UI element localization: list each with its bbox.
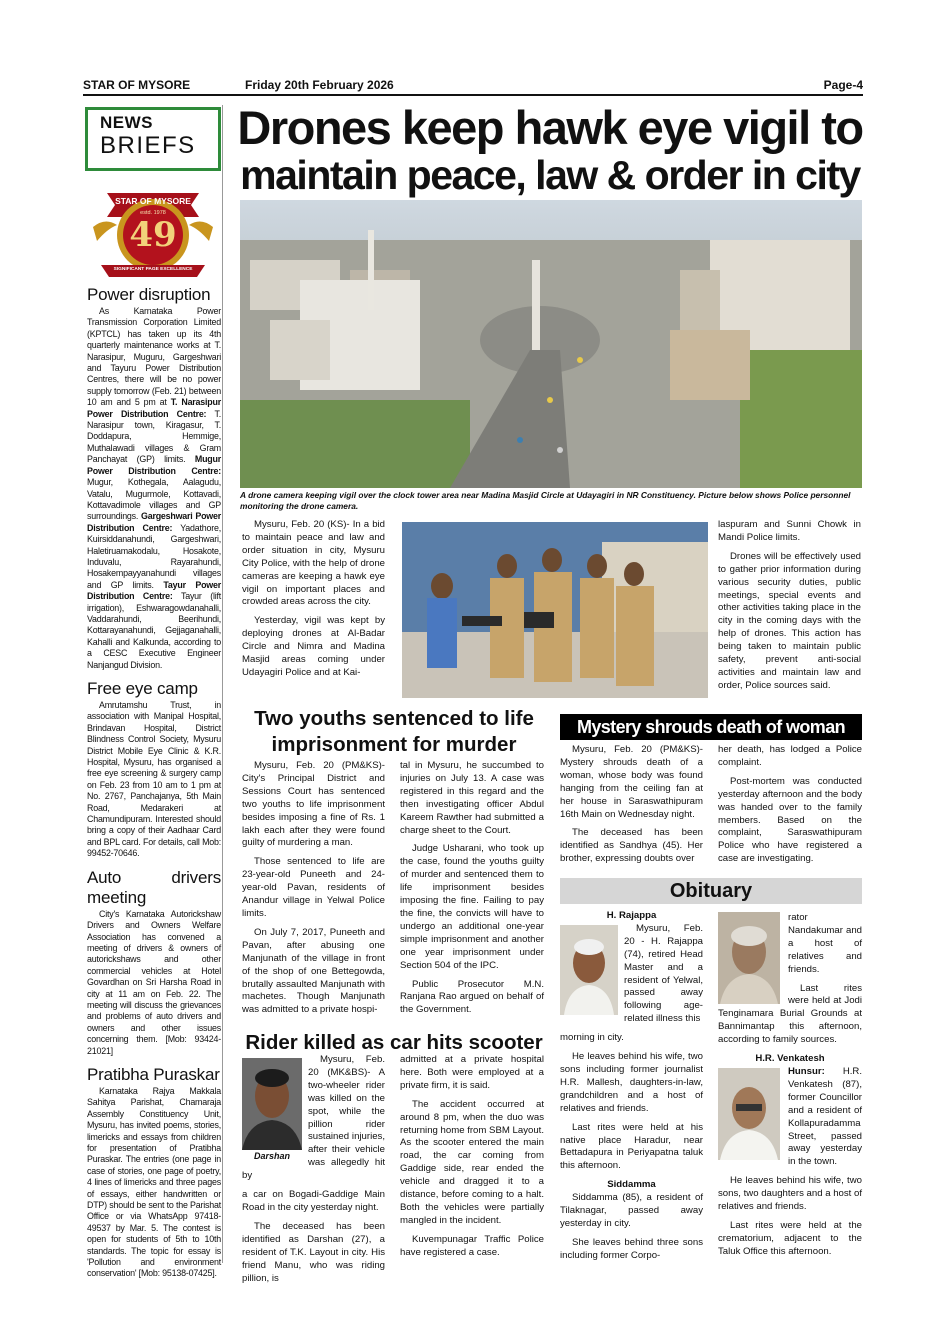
brief-power-seg1-text: T. Narasipur town, Kiragasur, T. Doddapura, Hemmige, Muthalawadi villages & Gram Panchayat (GP) limits. — [87, 408, 221, 465]
brief-title-power: Power disruption — [87, 285, 211, 304]
obituary-siddamma-relatives: rator Nandakumar and a host of relatives and friends. — [788, 912, 862, 975]
lead-col3-p1: laspuram and Sunni Chowk in Mandi Police limits. — [718, 519, 861, 543]
obituary-rajappa-p1: Mysuru, Feb. 20 - H. Rajappa (74), retired Head Master and a resident of Yelwal, passed away following age-related illness this — [624, 922, 703, 1025]
obituary-siddamma-name: Siddamma — [607, 1179, 656, 1191]
logo-estd: estd. 1978 — [140, 210, 166, 216]
news-briefs-title-top: NEWS — [100, 113, 153, 132]
brief-power-seg2-text: Mugur, Kothegala, Aalagudu, Vatalu, Mugurmole, Kottavadi, Kottavadimole villages and GP surroundings. — [87, 477, 221, 522]
rider-col1-p2: a car on Bogadi-Gaddige Main Road in the city yesterday night. — [242, 1189, 385, 1213]
obituary-siddamma-rites: Last rites were held at Jodi Tenginamara Burial Grounds at Bannimantap this afternoon, according to family sources. — [718, 982, 862, 1046]
mystery-col1-p1: Mysuru, Feb. 20 (PM&KS)- Mystery shrouds death of a woman, whose body was found hanging from the ceiling fan at her house in Saraswathipuram 16th Main on Wednesday night. — [560, 744, 703, 820]
rider-col2 — [400, 1054, 544, 1266]
rider-col2-p1: admitted at a private hospital here. Both were employed at a private firm, it is said. — [400, 1054, 544, 1091]
news-briefs-column — [83, 105, 223, 1279]
brief-power-seg4-label: Tayur Power Distribution Centre: — [87, 579, 221, 602]
rider-col1 — [242, 1054, 385, 1291]
lead-col1-p2: Yesterday, vigil was kept by deploying drones at Al-Badar Circle and Nimra and Madina Masjid areas coming under Udayagiri Police and at Kai- — [242, 615, 385, 678]
obituary-rajappa-name: H. Rajappa — [606, 910, 657, 921]
darshan-photo-block — [242, 1058, 302, 1163]
lead-story-col1 — [242, 519, 385, 686]
obituary-rajappa-p2: morning in city. — [560, 1032, 624, 1044]
obituary-venkatesh-place: Hunsur: — [788, 1065, 825, 1077]
lead-col3-p2: Drones will be effectively used to gather prior information during various security duties, public meetings, special events and other activities taking place in the city in the coming days with the help of drones. This action has being taken to maintain public safety, prevent anti-social activities and maintain law and order, Police sources said. — [718, 550, 861, 691]
brief-title-auto-drivers: Auto drivers meeting — [87, 867, 221, 907]
mystery-col2-p2: Post-mortem was conducted yesterday afternoon and the body was handed over to the family members. Based on the complaint, Saraswathipuram Police who have registered a case are investigating. — [718, 775, 862, 865]
obituary-siddamma-p2: She leaves behind three sons including former Corpo- — [560, 1236, 703, 1261]
mystery-col2-p1: her death, has lodged a Police complaint. — [718, 744, 862, 768]
mystery-col1 — [560, 744, 703, 872]
brief-body-power — [87, 306, 221, 671]
mystery-headline: Mystery shrouds death of woman — [560, 714, 862, 740]
news-briefs-title-box — [85, 107, 221, 171]
brief-body-eye-camp: Amrutamshu Trust, in association with Manipal Hospital, Brindavan Hospital, District Blindness Control Society, Mysuru District Mobile Eye Clinic & K.R. Hospital, Mysuru, has organised a free eye screening & surgery camp on Feb. 23 from 10 am to 1 pm at No. 2767, Panchajanya, 5th Main Road, Medarakeri at Chamundipuram. Interested should bring a copy of their Aadhaar Card and BPL card. For details, call Mob: 99452-70646. — [87, 700, 221, 859]
obituary-col2 — [718, 912, 862, 1265]
brief-title-eye-camp: Free eye camp — [87, 679, 198, 698]
brief-power-seg3-label: Gargeshwari Power Distribution Centre: — [87, 511, 221, 533]
brief-power-seg4-text: Tayur (lift irrigation), Eshwaragowdanahalli, Vaddarahundi, Beerihundi, Kottarayanahundi, Gejjaganahalli, Kahalli and Kalkunda, according to a CESC Executive Engineer Nanjangud Division. — [87, 591, 222, 670]
youths-col1-p2: Those sentenced to life are 23-year-old Puneeth and 24-year-old Pavan, residents of Anandur village in Yelwal Police limits. — [242, 856, 385, 919]
youths-headline-line2: imprisonment for murder — [271, 733, 517, 756]
brief-title-pratibha: Pratibha Puraskar — [87, 1064, 220, 1084]
mystery-col1-p2: The deceased has been identified as Sandhya (45). Her brother, expressing doubts over — [560, 827, 703, 865]
star-of-mysore-49-logo — [87, 179, 219, 287]
rider-col2-p3: Kuvempunagar Traffic Police have registered a case. — [400, 1233, 544, 1258]
obituary-rajappa-p3: He leaves behind his wife, two sons including former journalist H.R. Mallesh, daughters-in-law, grandchildren and a host of relatives and friends. — [560, 1051, 703, 1114]
obituary-col1 — [560, 910, 703, 1269]
brief-body-auto-drivers: City's Karnataka Autorickshaw Drivers and Owners Welfare Association has convened a meeting of drivers & owners of autorickshaws and other commercial vehicles at Hotel Govardhan on Sri Harsha Road in city at 11 am on Feb. 22. The meeting will discuss the grievances and problems of auto drivers and owners and other issues concerning them. [Mob: 93424-21021] — [87, 908, 221, 1056]
youths-col2-p1: tal in Mysuru, he succumbed to injuries on July 13. A case was registered in this regard and the then investigating officer Abdul Kareem Rawther had submitted a charge sheet to the Court. — [400, 760, 544, 836]
page-number: Page-4 — [823, 78, 863, 92]
logo-top-text: STAR OF MYSORE — [115, 196, 191, 206]
youths-col1 — [242, 760, 385, 1023]
brief-power-intro: As Karnataka Power Transmission Corporation Limited (KPTCL) has taken up its 4th quarterly maintenance works at T. Narasipur, Muguru, Gargeshwari and Tayuru Power Distribution Centres, there will be no power supply tomorrow (Feb. 21) between 10 am and 5 pm at — [87, 306, 221, 408]
siddamma-photo — [718, 912, 780, 1004]
lead-headline-line2: maintain peace, law & order in city — [240, 152, 860, 198]
lead-col1-p1: Mysuru, Feb. 20 (KS)- In a bid to maintain peace and law and order situation in city, Mysuru City Police, with the help of drone cameras are keeping a hawk eye vigil on important places and crowded areas across the city. — [242, 519, 385, 608]
lead-story-col3 — [718, 519, 861, 699]
darshan-photo — [242, 1058, 302, 1150]
rider-col1-p1: Mysuru, Feb. 20 (MK&BS)- A two-wheeler rider was killed on the spot, while the pillion rider sustained injuries, after their vehicle was allegedly hit by — [242, 1054, 385, 1182]
youths-headline-line1: Two youths sentenced to life — [254, 707, 534, 730]
youths-col2-p2: Judge Usharani, who took up the case, found the youths guilty of murder and sentenced them to life imprisonment besides imposing the fine. Failing to pay the fine, the convicts will have to undergo an additional one-year simple imprisonment and another one year imprisonment under Section 504 of the IPC. — [400, 843, 544, 971]
logo-bottom-text: SIGNIFICANT PAGE EXCELLENCE — [113, 267, 193, 272]
rider-col1-p3: The deceased has been identified as Darshan (27), a resident of T.K. Layout in city. His friend Manu, who was riding pillion, is — [242, 1220, 385, 1284]
youths-headline — [238, 706, 550, 758]
obituary-venkatesh-p3: Last rites were held at the crematorium, adjacent to the Taluk Office this afternoon. — [718, 1219, 862, 1257]
rajappa-photo — [560, 925, 618, 1015]
obituary-venkatesh-name: H.R. Venkatesh — [755, 1053, 825, 1065]
darshan-photo-label: Darshan — [253, 1151, 290, 1161]
obituary-rajappa-p4: Last rites were held at his native place Haradur, near Bettadapura in Periyapatna taluk this afternoon. — [560, 1121, 703, 1172]
mystery-col2 — [718, 744, 862, 872]
paper-name: STAR OF MYSORE — [83, 78, 191, 92]
rider-col2-p2: The accident occurred at around 8 pm, when the duo was returning home from SBM Layout. As the scooter entered the main road, the car coming from Gaddige side, rear ended the vehicle and dragged it to a distance, before coming to a halt. Both the vehicles were partially mangled in the incident. — [400, 1098, 544, 1226]
obituary-headline: Obituary — [560, 878, 862, 904]
news-briefs-title-bottom: BRIEFS — [100, 132, 196, 159]
brief-power-seg2-label: Mugur Power Distribution Centre: — [87, 454, 221, 476]
youths-col2 — [400, 760, 544, 1023]
briefs-text — [87, 283, 221, 1280]
venkatesh-photo — [718, 1068, 780, 1160]
logo-number: 49 — [129, 215, 177, 255]
issue-date: Friday 20th February 2026 — [245, 78, 394, 92]
rider-headline: Rider killed as car hits scooter — [245, 1031, 543, 1054]
brief-body-pratibha: Karnataka Rajya Makkala Sahitya Parishat, Chamaraja Assembly Constituency Unit, Mysuru, has invited poems, stories, limericks and essays from children for presentation of Pratibha Puraskar. The entries (one page in case of stories, one page of poetry, 4 lines of limericks and three pages of essays, either handwritten or DTP) should be sent to the Parishat Office or via WhatsApp 97418-49537 by Mar. 5. The contest is open for students of 5th to 10th standards. The topic for essay is 'Pollution and environment conservation' [Mob: 95138-07425]. — [87, 1085, 221, 1279]
brief-power-seg3-text: Yadathore, Kuirsiddanahundi, Gargeshwari, Haletiruamakodalu, Hosakote, Induvalu, Rayarahundi, Hosakempayyanahundi villages and GP limits. — [87, 522, 222, 590]
youths-col2-p3: Public Prosecutor M.N. Ranjana Rao argued on behalf of the Government. — [400, 978, 544, 1016]
brief-power-seg1-label: T. Narasipur Power Distribution Centre: — [87, 397, 221, 419]
header-rule — [83, 94, 863, 96]
obituary-venkatesh-p1: H.R. Venkatesh (87), former Councillor and a resident of Kollapuradamma Street, passed away yesterday in the town. — [788, 1065, 862, 1168]
drone-aerial-photo — [240, 200, 862, 488]
lead-headline-line1: Drones keep hawk eye vigil to — [237, 101, 863, 154]
obituary-venkatesh-p2: He leaves behind his wife, two sons, two daughters and a host of relatives and friends. — [718, 1175, 862, 1213]
youths-col1-p3: On July 7, 2017, Puneeth and Pavan, after abusing one Manjunath of the village in front of the shop of one Bettegowda, brutally assaulted Manjunath with machetes. Though Manjunath was admitted to a private hospi- — [242, 926, 385, 1016]
lead-photo-caption: A drone camera keeping vigil over the clock tower area near Madina Masjid Circle at Udayagiri in NR Constituency. Picture below shows Police personnel monitoring the drone camera. — [240, 490, 851, 511]
youths-col1-p1: Mysuru, Feb. 20 (PM&KS)- City's Principal District and Sessions Court has sentenced two youths to life imprisonment besides imposing a fine of Rs. 1 lakh each after they were found guilty of murdering a man. — [242, 760, 385, 849]
obituary-siddamma-p1: Siddamma (85), a resident of Tilaknagar, passed away yesterday in city. — [560, 1192, 703, 1229]
police-drone-photo — [402, 522, 708, 698]
